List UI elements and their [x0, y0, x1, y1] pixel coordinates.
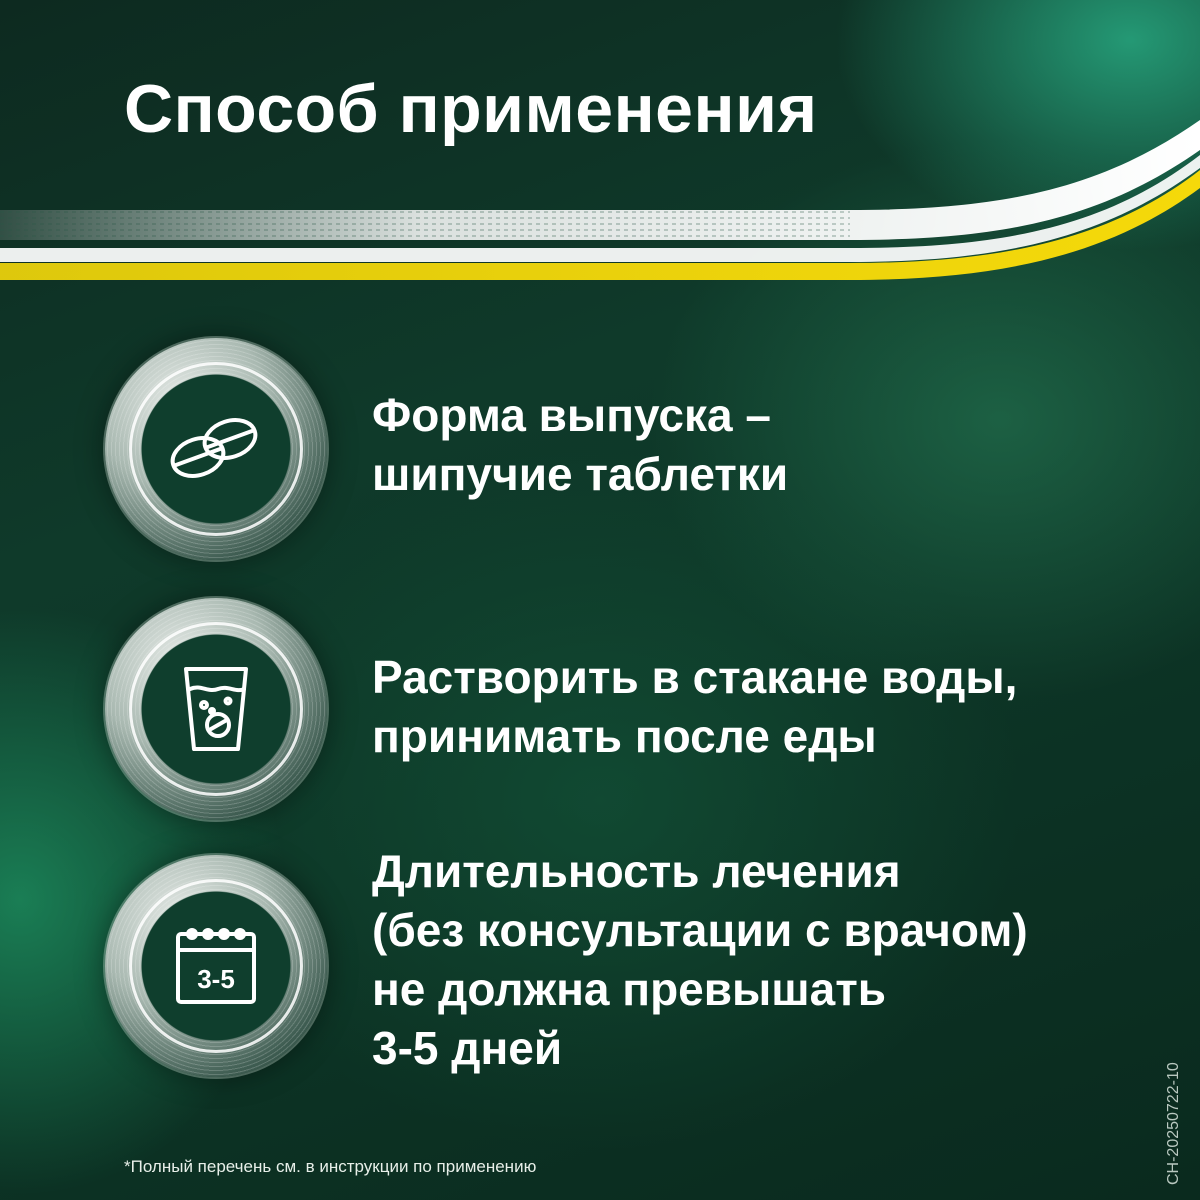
decorative-swoosh [0, 110, 1200, 310]
item-text-2 [372, 648, 1017, 766]
item-text-1 [372, 386, 788, 504]
item-text-3 [372, 842, 1028, 1078]
page-title: Способ применения [124, 71, 818, 147]
calendar-icon [156, 906, 276, 1026]
item-1-line-1: Форма выпуска – [372, 389, 771, 441]
item-badge-3 [105, 855, 327, 1077]
glass-of-water-icon [156, 649, 276, 769]
item-3-line-3: не должна превышать [372, 963, 887, 1015]
footnote: *Полный перечень см. в инструкции по применению [124, 1157, 537, 1176]
item-2-line-1: Растворить в стакане воды, [372, 651, 1018, 703]
item-1-line-2: шипучие таблетки [372, 448, 789, 500]
tablets-icon [156, 389, 276, 509]
item-badge-1 [105, 338, 327, 560]
item-3-line-4: 3-5 дней [372, 1022, 563, 1074]
item-2-line-2: принимать после еды [372, 710, 877, 762]
item-badge-2 [105, 598, 327, 820]
item-3-line-1: Длительность лечения [372, 845, 901, 897]
reference-code: CH-20250722-10 [1165, 1062, 1182, 1185]
calendar-label: 3-5 [197, 964, 235, 994]
item-3-line-2: (без консультации с врачом) [372, 904, 1028, 956]
